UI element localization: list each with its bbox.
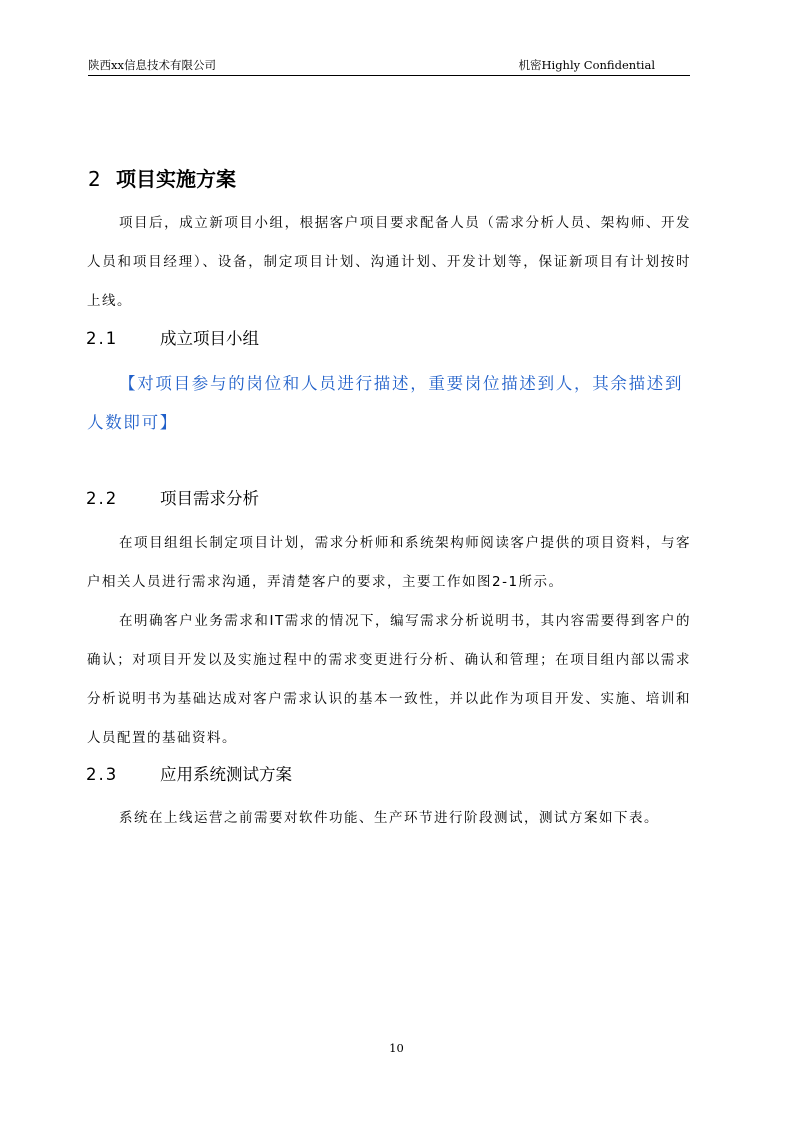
section-2-2-title: 项目需求分析	[160, 489, 259, 508]
section-2-3-para-1: 系统在上线运营之前需要对软件功能、生产环节进行阶段测试，测试方案如下表。	[119, 810, 659, 826]
section-2-1-note	[87, 364, 691, 442]
section-2-2-heading	[86, 488, 259, 510]
section-2-intro	[87, 204, 691, 321]
section-2-intro-text: 项目后，成立新项目小组，根据客户项目要求配备人员（需求分析人员、架构师、开发人员和项目经理）、设备，制定项目计划、沟通计划、开发计划等，保证新项目有计划按时上线。	[87, 215, 691, 309]
section-2-1-number: 2.1	[86, 329, 119, 348]
section-2-3-heading	[86, 764, 292, 786]
section-2-3-number: 2.3	[86, 765, 119, 784]
page-number: 10	[389, 1041, 404, 1055]
header-confidential: 机密Highly Confidential	[518, 58, 655, 72]
section-2-2-body	[87, 524, 691, 758]
section-2-heading	[88, 166, 236, 192]
section-2-1-heading	[86, 328, 259, 350]
section-2-2-para-2: 在明确客户业务需求和IT需求的情况下，编写需求分析说明书，其内容需要得到客户的确认；对项目开发以及实施过程中的需求变更进行分析、确认和管理；在项目组内部以需求分析说明书为基础达成对客户需求认识的基本一致性，并以此作为项目开发、实施、培训和人员配置的基础资料。	[87, 613, 691, 746]
section-2-1-title: 成立项目小组	[160, 329, 259, 348]
section-2-3-body	[87, 799, 691, 838]
section-2-number: 2	[88, 167, 101, 191]
section-2-2-number: 2.2	[86, 489, 119, 508]
section-2-3-title: 应用系统测试方案	[160, 765, 292, 784]
section-2-2-para-1: 在项目组组长制定项目计划，需求分析师和系统架构师阅读客户提供的项目资料，与客户相关人员进行需求沟通，弄清楚客户的要求，主要工作如图2-1所示。	[87, 535, 691, 590]
header-company: 陕西xx信息技术有限公司	[88, 58, 216, 72]
section-2-title: 项目实施方案	[116, 167, 236, 191]
section-2-1-note-text: 【对项目参与的岗位和人员进行描述，重要岗位描述到人，其余描述到人数即可】	[87, 374, 684, 432]
page-header	[88, 57, 690, 76]
